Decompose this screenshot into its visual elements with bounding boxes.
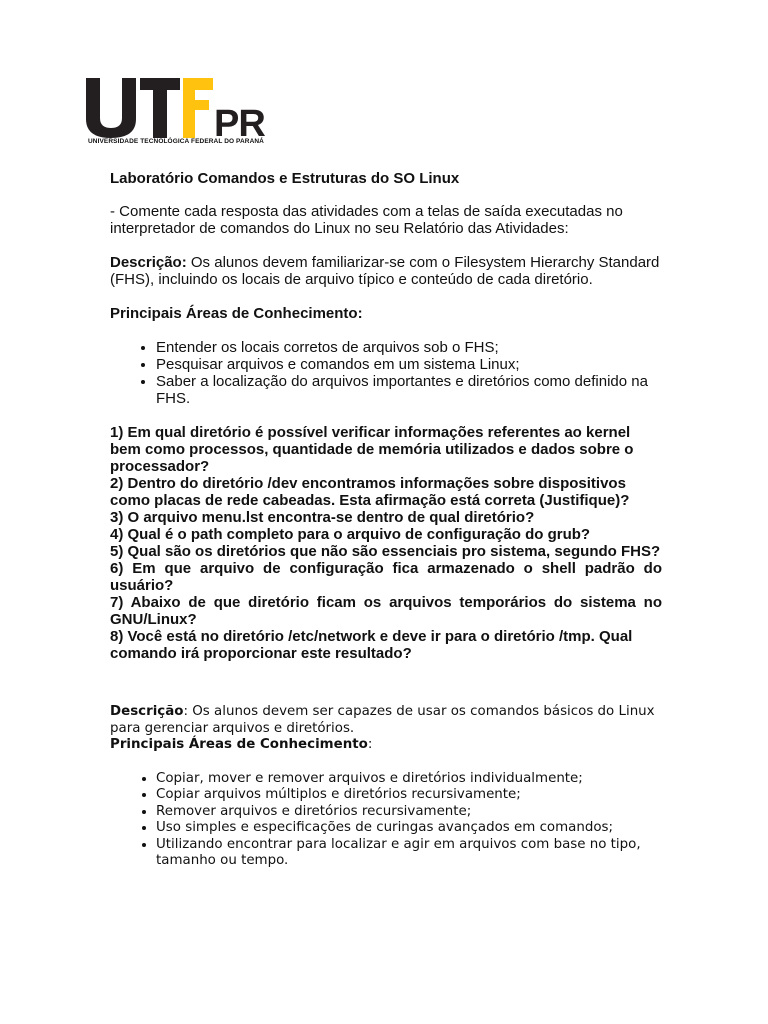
areas-2-heading (110, 737, 662, 754)
document-title: Laboratório Comandos e Estruturas do SO Linux (110, 170, 460, 187)
list-item: • Utilizando encontrar para localizar e agir em arquivos com base no tipo, tamanho ou tempo. (156, 837, 662, 870)
list-item: • Saber a localização do arquivos importantes e diretórios como definido na FHS. (156, 373, 662, 407)
areas-1-heading: Principais Áreas de Conhecimento: (110, 305, 363, 322)
question-8: 8) Você está no diretório /etc/network e deve ir para o diretório /tmp. Qual comando irá proporcionar este resultado? (110, 628, 633, 662)
question-5: 5) Qual são os diretórios que não são essenciais pro sistema, segundo FHS? (110, 543, 661, 560)
list-item: • Copiar, mover e remover arquivos e diretórios individualmente; (156, 771, 662, 788)
list-item: • Uso simples e especificações de curingas avançados em comandos; (156, 820, 662, 837)
intro-text: - Comente cada resposta das atividades com a telas de saída executadas no interpretador de comandos do Linux no seu Relatório das Atividades: (110, 203, 623, 237)
areas-2-label: Principais Áreas de Conhecimento (110, 737, 368, 752)
list-item: • Pesquisar arquivos e comandos em um sistema Linux; (156, 356, 662, 373)
question-4: 4) Qual é o path completo para o arquivo de configuração do grub? (110, 526, 591, 543)
areas-2-colon: : (367, 737, 373, 752)
question-2: 2) Dentro do diretório /dev encontramos informações sobre dispositivos como placas de rede cabeadas. Esta afirmação está correta (Justifique)? (110, 475, 630, 509)
areas-2-list (110, 771, 662, 870)
description-1-label: Descrição: (110, 254, 187, 271)
svg-text:PR: PR (214, 103, 265, 145)
document-body (110, 170, 662, 870)
description-2-label: Descrição (110, 704, 184, 719)
section-2 (110, 704, 662, 870)
question-7: 7) Abaixo de que diretório ficam os arquivos temporários do sistema no GNU/Linux? (110, 594, 662, 628)
question-3: 3) O arquivo menu.lst encontra-se dentro de qual diretório? (110, 509, 535, 526)
list-item: • Entender os locais corretos de arquivos sob o FHS; (156, 339, 662, 356)
description-2 (110, 704, 662, 737)
list-item: • Remover arquivos e diretórios recursivamente; (156, 804, 662, 821)
list-item: • Copiar arquivos múltiplos e diretórios recursivamente; (156, 787, 662, 804)
description-1-text: Os alunos devem familiarizar-se com o Filesystem Hierarchy Standard (FHS), incluindo os locais de arquivo típico e conteúdo de cada diretório. (110, 254, 660, 288)
question-1: 1) Em qual diretório é possível verificar informações referentes ao kernel bem como processos, quantidade de memória utilizados e dados sobre o processador? (110, 424, 634, 475)
logo-subtitle: UNIVERSIDADE TECNOLÓGICA FEDERAL DO PARANÁ (88, 138, 264, 145)
areas-1-list (110, 339, 662, 407)
utfpr-logo (86, 76, 282, 146)
description-1 (110, 254, 662, 288)
question-6: 6) Em que arquivo de configuração fica armazenado o shell padrão do usuário? (110, 560, 662, 594)
description-2-text: : Os alunos devem ser capazes de usar os comandos básicos do Linux para gerenciar arquivos e diretórios. (110, 704, 655, 736)
